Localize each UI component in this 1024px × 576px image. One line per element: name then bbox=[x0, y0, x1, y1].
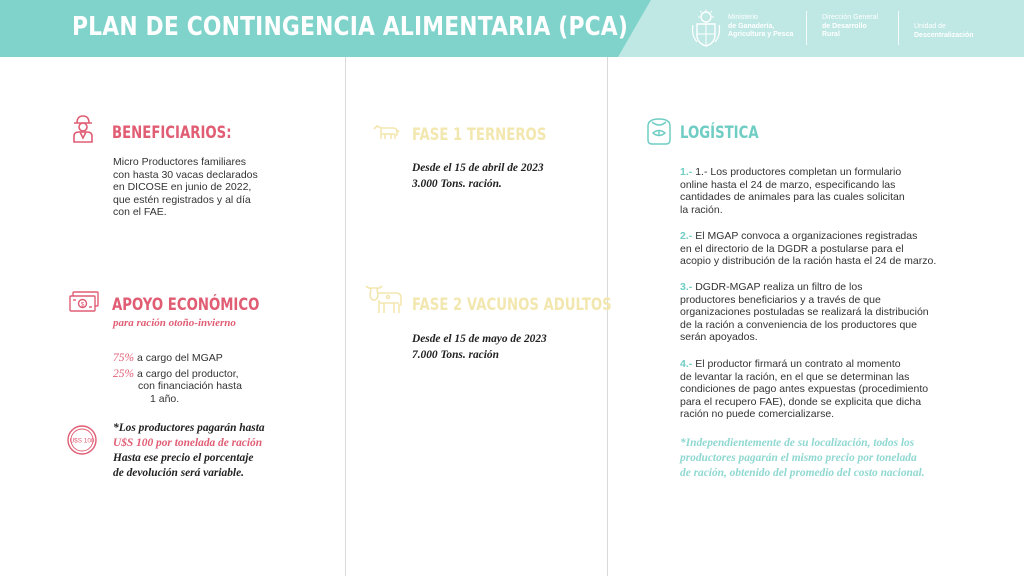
beneficiarios-line: con hasta 30 vacas declarados bbox=[113, 168, 258, 181]
step-line: condiciones de pago antes expuestas (procedimiento bbox=[680, 383, 929, 396]
column-divider bbox=[607, 57, 608, 576]
fase2-date: Desde el 15 de mayo de 2023 bbox=[412, 333, 547, 345]
step-number: 2.- bbox=[680, 230, 693, 242]
apoyo-subheading: para ración otoño-invierno bbox=[113, 317, 236, 329]
beneficiarios-line: que estén registrados y al día bbox=[113, 193, 251, 206]
step-line: de levantar la ración, en el que se determinan las bbox=[680, 370, 910, 383]
coin-badge-icon bbox=[66, 424, 98, 456]
logistica-step-2 bbox=[680, 230, 936, 268]
beneficiarios-heading: BENEFICIARIOS: bbox=[112, 123, 232, 143]
page-title: PLAN DE CONTINGENCIA ALIMENTARIA (PCA) bbox=[72, 12, 629, 42]
apoyo-item-2 bbox=[113, 368, 239, 381]
fase1-details bbox=[412, 160, 544, 192]
column-divider bbox=[345, 57, 346, 576]
logistica-step-1 bbox=[680, 166, 905, 216]
step-number: 4.- bbox=[680, 358, 693, 370]
logo-divider bbox=[806, 11, 807, 45]
step-number: 1.- bbox=[680, 166, 693, 178]
price-note bbox=[113, 421, 265, 481]
logo-dgdr bbox=[822, 14, 878, 40]
apoyo-item-1-text: a cargo del MGAP bbox=[137, 352, 223, 364]
logo-unidad-line1: Unidad de bbox=[914, 23, 946, 30]
step-line: El MGAP convoca a organizaciones registradas bbox=[695, 230, 918, 242]
fase2-details bbox=[412, 331, 547, 363]
money-bills-icon bbox=[68, 290, 100, 314]
logo-unidad-line2: Descentralización bbox=[914, 31, 974, 39]
apoyo-heading: APOYO ECONÓMICO bbox=[112, 295, 260, 315]
logistica-note-line: productores pagarán el mismo precio por tonelada bbox=[680, 452, 917, 464]
step-line: de la ración a conveniencia de los productores que bbox=[680, 318, 917, 331]
step-line: en el directorio de la DGDR a postularse para el bbox=[680, 242, 904, 255]
fase1-date: Desde el 15 de abril de 2023 bbox=[412, 162, 544, 174]
price-note-line: Hasta ese precio el porcentaje bbox=[113, 452, 254, 464]
apoyo-item-2-line3: 1 año. bbox=[150, 393, 180, 405]
beneficiarios-text bbox=[113, 156, 258, 219]
step-line: ración no puede comercializarse. bbox=[680, 408, 835, 421]
beneficiarios-line: en DICOSE en junio de 2022, bbox=[113, 181, 252, 194]
step-line: online hasta el 24 de marzo, especificando las bbox=[680, 178, 896, 191]
step-line: organizaciones postuladas se realizará la distribución bbox=[680, 306, 929, 319]
step-line: serán apoyados. bbox=[680, 331, 758, 344]
beneficiarios-line: Micro Productores familiares bbox=[113, 156, 247, 168]
farmer-icon bbox=[70, 114, 96, 144]
step-line: El productor firmará un contrato al momento bbox=[695, 358, 901, 370]
fase2-amount: 7.000 Tons. ración bbox=[412, 349, 499, 361]
logo-dgdr-line3: Rural bbox=[822, 31, 840, 38]
calf-icon bbox=[371, 123, 401, 141]
apoyo-item-2-line1: a cargo del productor, bbox=[137, 368, 239, 380]
logo-mgap bbox=[728, 14, 793, 40]
step-line: 1.- Los productores completan un formulario bbox=[695, 166, 902, 178]
svg-text:$: $ bbox=[80, 301, 85, 309]
header-bar bbox=[0, 0, 1024, 57]
logo-divider bbox=[898, 11, 899, 45]
logo-mgap-line1: Ministerio bbox=[728, 14, 758, 21]
step-line: para el recupero FAE), donde se explicita que dicha bbox=[680, 395, 922, 408]
step-line: acopio y distribución de la ración hasta el 24 de marzo. bbox=[680, 255, 937, 268]
price-note-line: de devolución será variable. bbox=[113, 467, 244, 479]
logo-unidad bbox=[914, 23, 974, 40]
fase1-heading: FASE 1 TERNEROS bbox=[412, 125, 547, 145]
fase2-heading: FASE 2 VACUNOS ADULTOS bbox=[412, 295, 612, 315]
cow-icon bbox=[364, 283, 404, 315]
logistica-note-line: *Independientemente de su localización, todos los bbox=[680, 437, 915, 449]
step-number: 3.- bbox=[680, 281, 693, 293]
apoyo-item-2-line2: con financiación hasta bbox=[138, 380, 242, 392]
logo-dgdr-line2: de Desarrollo bbox=[822, 22, 867, 30]
logistica-step-4 bbox=[680, 358, 928, 421]
step-line: productores beneficiarios y a través de que bbox=[680, 293, 881, 306]
price-note-line: *Los productores pagarán hasta bbox=[113, 422, 265, 434]
logistica-step-3 bbox=[680, 281, 929, 344]
fase1-amount: 3.000 Tons. ración. bbox=[412, 178, 502, 190]
coin-badge-label: U$S 100 bbox=[69, 437, 95, 445]
logistica-note bbox=[680, 436, 925, 481]
percent-75: 75% bbox=[113, 352, 135, 364]
feed-sack-icon bbox=[643, 114, 675, 146]
price-note-line: U$S 100 por tonelada de ración bbox=[113, 437, 263, 449]
logo-mgap-line2: de Ganadería, bbox=[728, 22, 775, 30]
beneficiarios-line: con el FAE. bbox=[113, 206, 167, 219]
apoyo-item-1 bbox=[113, 352, 223, 365]
logo-dgdr-line1: Dirección General bbox=[822, 14, 879, 21]
percent-25: 25% bbox=[113, 368, 135, 380]
step-line: DGDR-MGAP realiza un filtro de los bbox=[695, 281, 863, 293]
logistica-heading: LOGÍSTICA bbox=[680, 123, 759, 143]
step-line: cantidades de animales para las cuales solicitan bbox=[680, 191, 905, 204]
step-line: la ración. bbox=[680, 203, 723, 216]
logo-mgap-line3: Agricultura y Pesca bbox=[728, 31, 794, 38]
uruguay-seal-icon bbox=[690, 9, 722, 47]
logistica-note-line: de ración, obtenido del promedio del costo nacional. bbox=[680, 467, 925, 479]
